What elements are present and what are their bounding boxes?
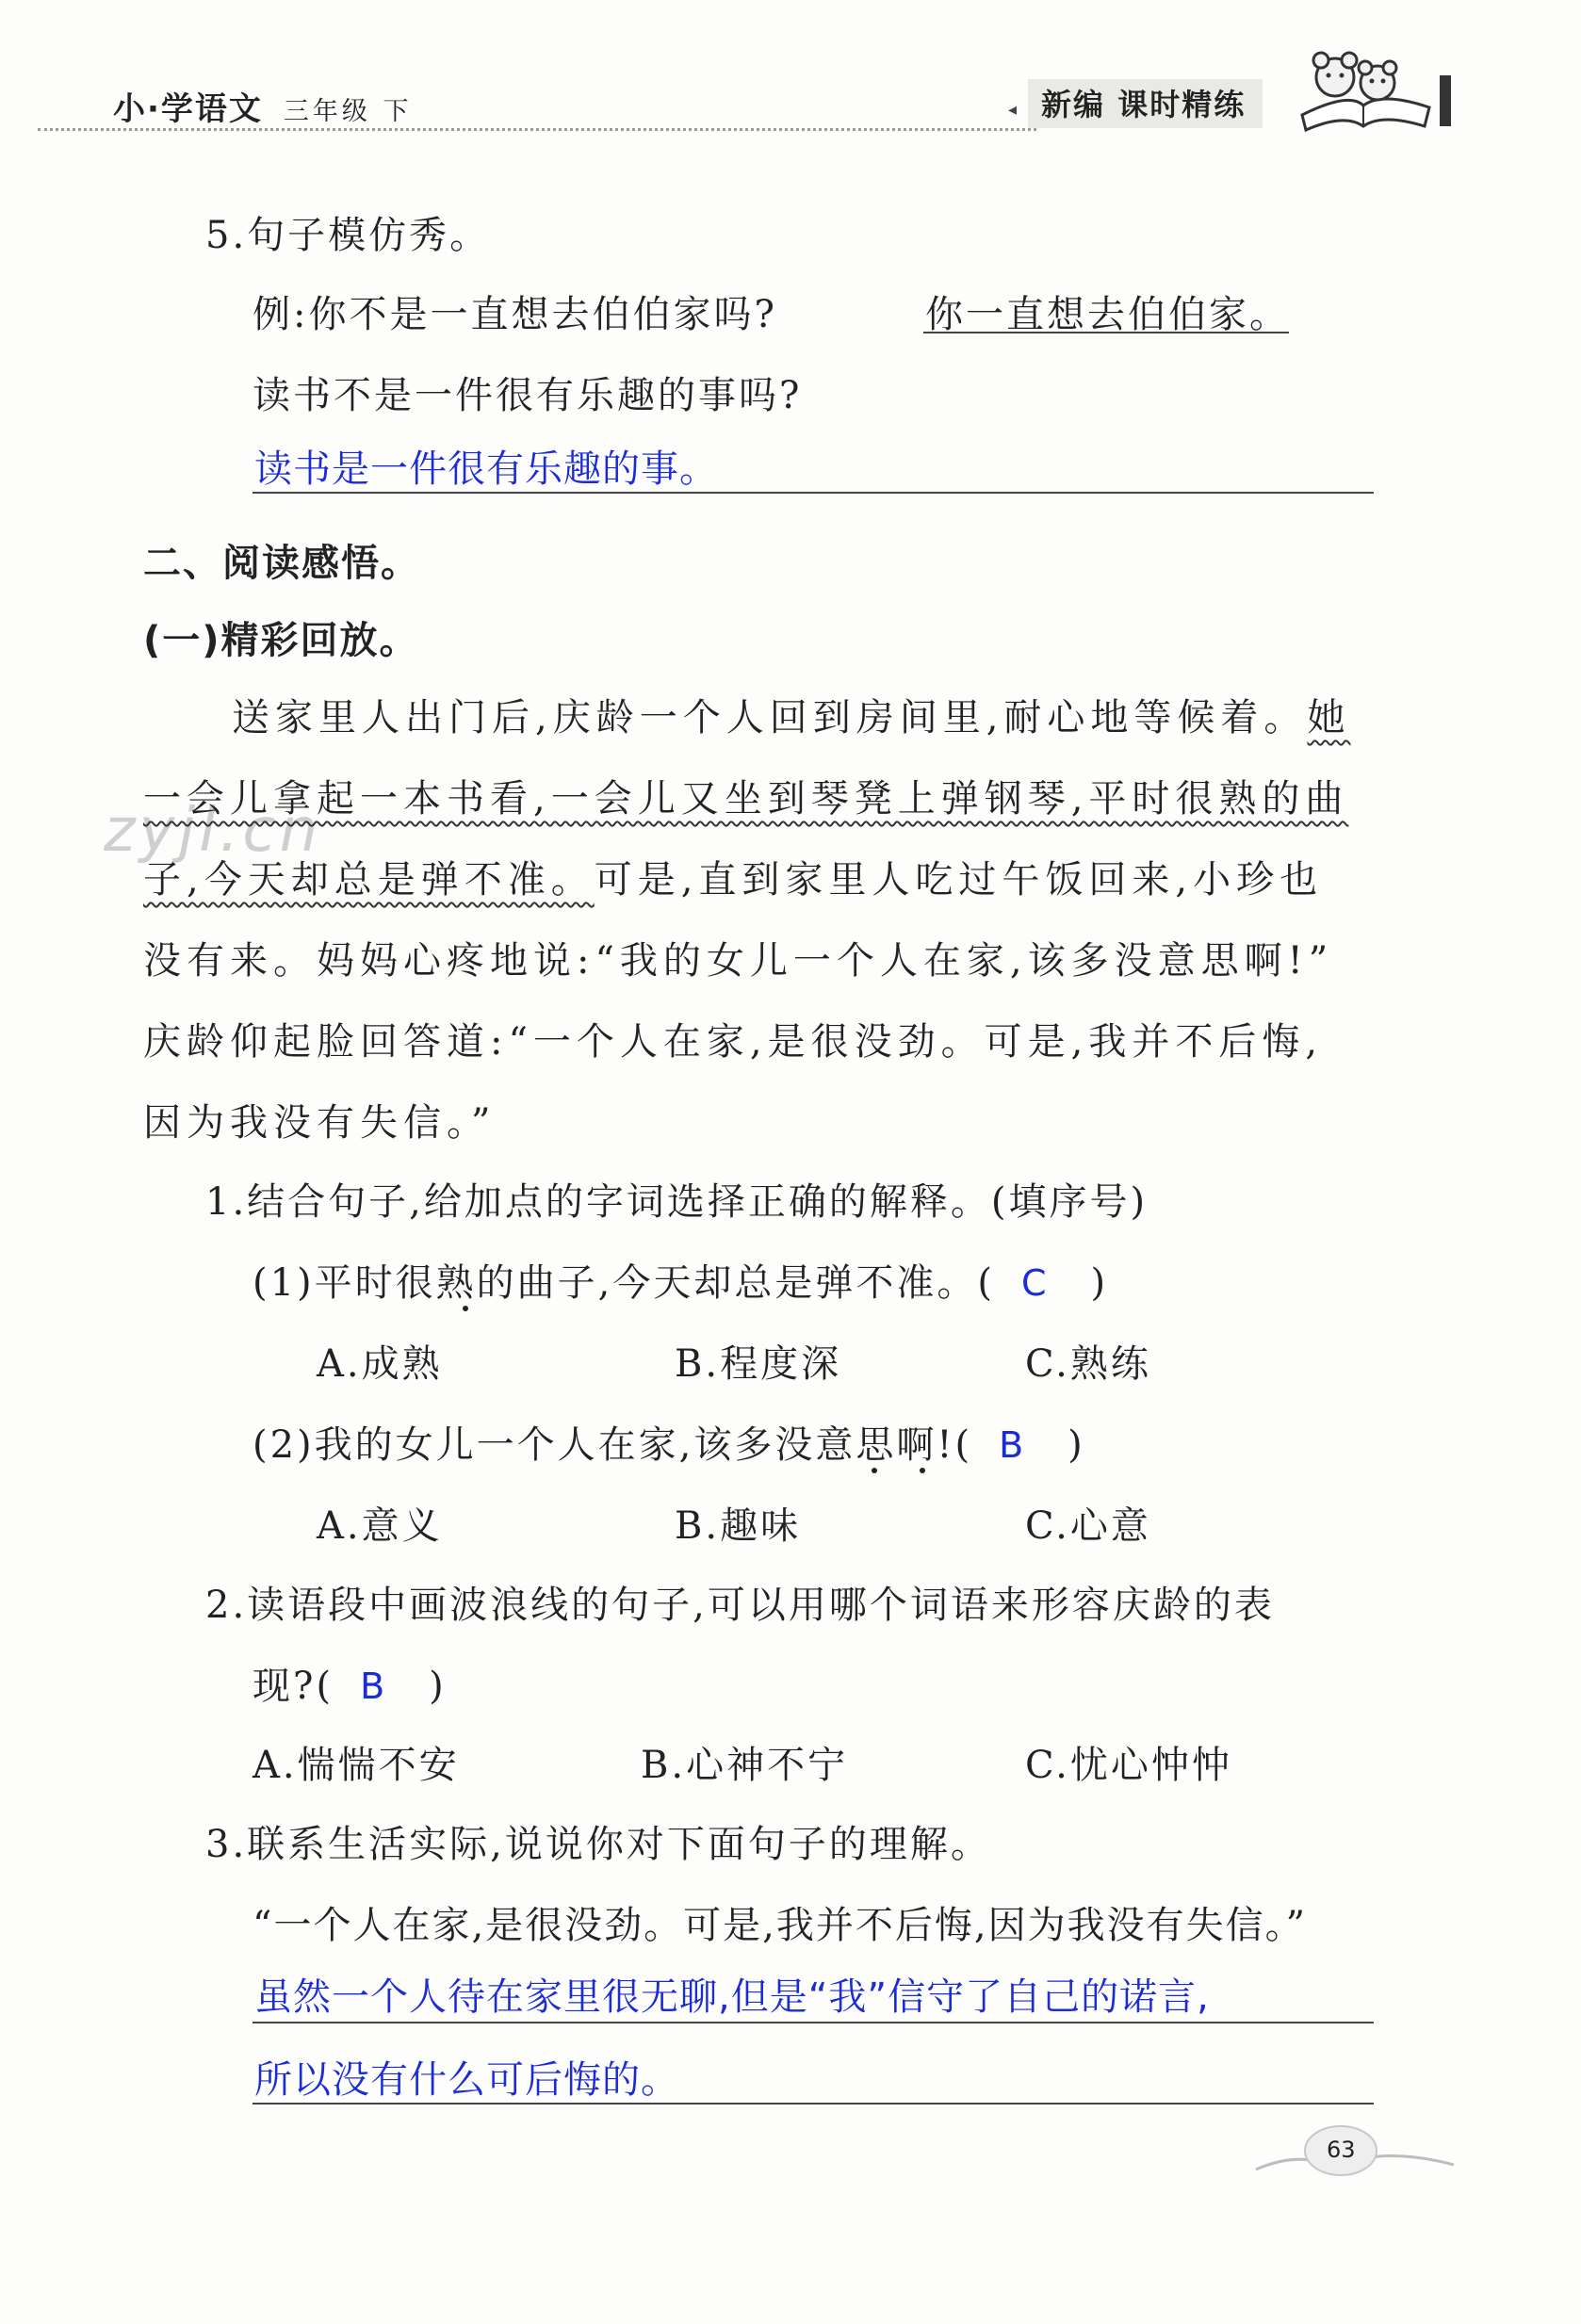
header-grade: 三年级 下 — [283, 97, 413, 126]
q1-2-answer: B — [999, 1424, 1027, 1466]
q1-1-option-b: B.程度深 — [675, 1342, 842, 1386]
q3-answer-rule-2 — [253, 2103, 1374, 2105]
q1-2-question — [253, 1415, 1085, 1469]
passage-line-5: 庆龄仰起脸回答道:“一个人在家,是很没劲。可是,我并不后悔, — [143, 1020, 1324, 1064]
q1-1-answer: C — [1020, 1262, 1050, 1304]
q2-answer: B — [360, 1666, 388, 1707]
emphasis-dot — [463, 1306, 468, 1311]
q1-2-option-c: C.心意 — [1025, 1504, 1151, 1548]
q5-example-answer-line — [923, 332, 1289, 333]
page-number: 63 — [1327, 2137, 1356, 2163]
q3-answer-line-1: 虽然一个人待在家里很无聊,但是“我”信守了自己的诺言, — [254, 1975, 1210, 2019]
q1-1-question — [253, 1253, 1108, 1307]
passage-line-6: 因为我没有失信。” — [143, 1101, 497, 1145]
q3-quote: “一个人在家,是很没劲。可是,我并不后悔,因为我没有失信。” — [253, 1904, 1308, 1947]
q1-1-option-c: C.熟练 — [1025, 1342, 1151, 1386]
q5-question: 读书不是一件很有乐趣的事吗? — [253, 374, 803, 417]
header-divider — [38, 128, 1036, 131]
q1-2-text: (2)我的女儿一个人在家,该多没意思啊!( — [253, 1423, 973, 1467]
header-subject: 小·学语文 — [113, 90, 263, 128]
q1-2-option-a: A.意义 — [317, 1504, 443, 1548]
q2-option-c: C.忧心忡忡 — [1025, 1744, 1232, 1787]
q5-answer-line — [253, 492, 1374, 494]
emphasis-dot — [920, 1468, 925, 1473]
q5-title: 5.句子模仿秀。 — [205, 214, 491, 257]
header-subject-grade — [113, 83, 413, 129]
q2-close: ) — [429, 1665, 447, 1708]
header-arrow-icon: ◂ — [1008, 100, 1018, 120]
watermark: zyjl.cn — [104, 796, 322, 866]
q5-answer: 读书是一件很有乐趣的事。 — [254, 447, 718, 491]
q2-line-2 — [253, 1656, 447, 1710]
passage-line-1-wavy: 她 — [1307, 696, 1351, 739]
q5-example-answer: 你一直想去伯伯家。 — [925, 293, 1290, 336]
passage-line-3-plain: 可是,直到家里人吃过午饭回来,小珍也 — [594, 858, 1324, 902]
passage-line-3 — [143, 850, 1323, 903]
passage-line-3-wavy: 子,今天却总是弹不准。 — [143, 858, 595, 902]
q1-1-option-a: A.成熟 — [317, 1342, 443, 1386]
header-series-title: 新编 课时精练 — [1028, 79, 1263, 128]
passage-line-4: 没有来。妈妈心疼地说:“我的女儿一个人在家,该多没意思啊!” — [143, 939, 1334, 983]
header-series — [1008, 79, 1263, 128]
passage-line-2: 一会儿拿起一本书看,一会儿又坐到琴凳上弹钢琴,平时很熟的曲 — [143, 777, 1349, 821]
q1-2-option-b: B.趣味 — [675, 1504, 802, 1548]
passage-line-1-plain: 送家里人出门后,庆龄一个人回到房间里,耐心地等候着。 — [232, 696, 1308, 739]
q1-1-text: (1)平时很熟的曲子,今天却总是弹不准。( — [253, 1261, 995, 1305]
q3-answer-line-2: 所以没有什么可后悔的。 — [254, 2058, 679, 2102]
q2-option-a: A.惴惴不安 — [253, 1744, 460, 1787]
q3-answer-rule-1 — [253, 2022, 1374, 2023]
q3-title: 3.联系生活实际,说说你对下面句子的理解。 — [205, 1823, 991, 1866]
q2-option-b: B.心神不宁 — [641, 1744, 849, 1787]
passage-line-1 — [232, 688, 1350, 741]
q1-title: 1.结合句子,给加点的字词选择正确的解释。(填序号) — [205, 1180, 1149, 1224]
q2-line-1: 2.读语段中画波浪线的句子,可以用哪个词语来形容庆龄的表 — [205, 1584, 1275, 1627]
section-title: 二、阅读感悟。 — [143, 542, 420, 585]
q1-1-close: ) — [1090, 1261, 1109, 1305]
q2-text: 现?( — [253, 1665, 334, 1708]
q1-2-close: ) — [1068, 1423, 1085, 1467]
header-bar — [1440, 75, 1451, 126]
q5-example-question: 例:你不是一直想去伯伯家吗? — [253, 293, 777, 336]
bear-book-logo-icon — [1293, 40, 1434, 134]
subsection-title: (一)精彩回放。 — [143, 619, 419, 662]
emphasis-dot — [872, 1468, 877, 1473]
